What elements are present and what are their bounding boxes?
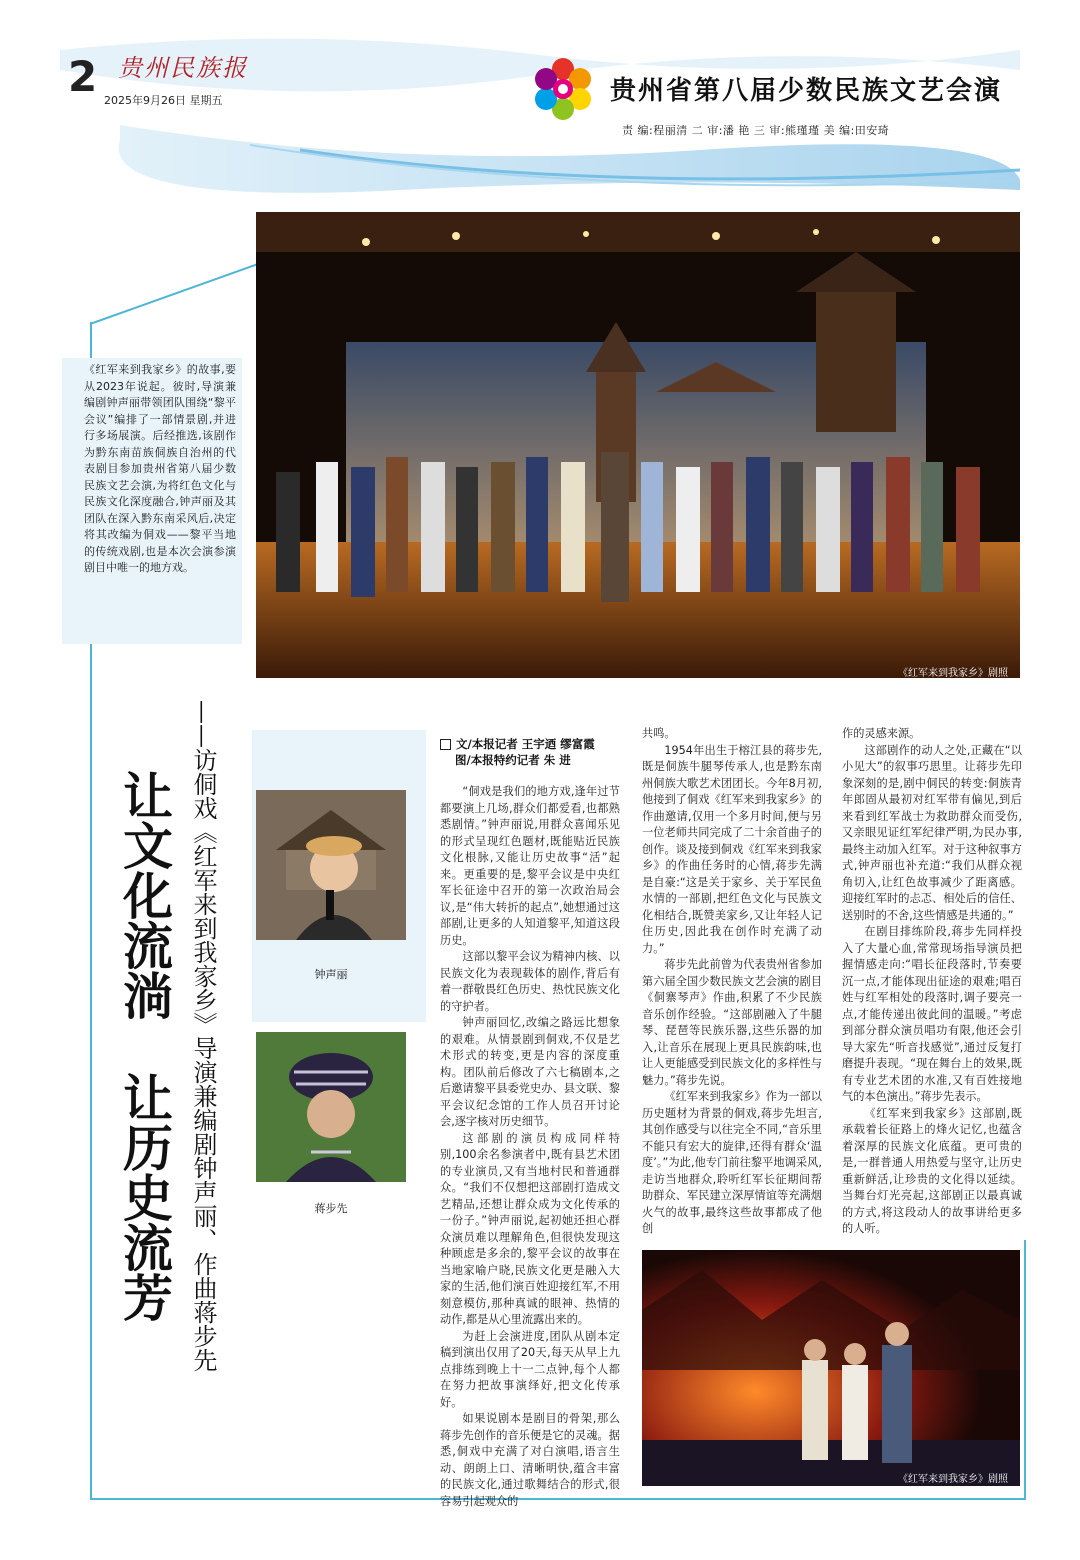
article-paragraph: 这部剧的演员构成同样特别,100余名参演者中,既有县艺术团的专业演员,又有当地村民和普通群众。“我们不仅想把这部剧打造成文艺精品,还想让群众成为文化传承的一份子。”钟声丽说,起初她还担心群众演员难以理解角色,但很快发现这种顾虑是多余的,黎平会议的故事在当地家喻户晓,民族文化更是融入大家的生活,他们演百姓迎接红军,不用刻意模仿,那种真诚的眼神、热情的动作,都是从心里流露出来的。 bbox=[440, 1131, 620, 1326]
portrait-name-2: 蒋步先 bbox=[314, 1202, 348, 1215]
issue-date: 2025年9月26日 星期五 bbox=[104, 94, 223, 107]
headline-line-2: 让历史流芳 bbox=[115, 1072, 174, 1322]
byline-text bbox=[440, 736, 630, 752]
stage-scene-illustration-2 bbox=[642, 1250, 1020, 1486]
page-number: 2 bbox=[68, 52, 98, 101]
stage-photo-bottom bbox=[642, 1250, 1020, 1486]
editors-credit: 责 编:程丽清 二 审:潘 艳 三 审:熊瑾瑾 美 编:田安琦 bbox=[622, 124, 890, 137]
intro-text: 《红军来到我家乡》的故事,要从2023年说起。彼时,导演兼编剧钟声丽带领团队围绕“黎平会议”编排了一部情景剧,并进行多场展演。后经推选,该剧作为黔东南苗族侗族自治州的代表剧目参加贵州省第八届少数民族文艺会演,为将红色文化与民族文化深度融合,钟声丽及其团队在深入黔东南采风后,决定将其改编为侗戏——黎平当地的传统戏剧,也是本次会演参演剧目中唯一的地方戏。 bbox=[84, 363, 236, 574]
portrait-jiang-buxian bbox=[256, 1032, 406, 1182]
article-paragraph: 作的灵感来源。 bbox=[842, 727, 921, 740]
article-paragraph: 《红军来到我家乡》这部剧,既承载着长征路上的烽火记忆,也蕴含着深厚的民族文化底蕴。更可贵的是,一群普通人用热爱与坚守,让历史重新鲜活,让珍贵的文化得以延续。当舞台灯光亮起,这部剧正以最真诚的方式,将这段动人的故事讲给更多的人听。 bbox=[842, 1106, 1022, 1235]
byline-line-1: 文/本报记者 王宇迺 缪富霞 bbox=[456, 737, 595, 751]
article-paragraph: 《红军来到我家乡》作为一部以历史题材为背景的侗戏,蒋步先坦言,其创作感受与以往完全不同,“音乐里不能只有宏大的旋律,还得有群众‘温度’。”为此,他专门前往黎平地调采风,走访当地群众,聆听红军长征期间帮助群众、军民建立深厚情谊等充满烟火气的故事,最终这些故事都成了他创 bbox=[642, 1090, 822, 1235]
masthead-logo: 贵州民族报 bbox=[118, 54, 248, 82]
article-paragraph: “侗戏是我们的地方戏,逢年过节都要演上几场,群众们都爱看,也都熟悉剧情。”钟声丽说,用群众喜闻乐见的形式呈现红色题材,既能贴近民族文化根脉,又能让历史故事“活”起来。更重要的是,黎平会议是中央红军长征途中召开的第一次政治局会议,是“伟大转折的起点”,她想通过这部剧,让更多的人知道黎平,知道这段历史。 bbox=[440, 785, 620, 947]
headline-main-2 bbox=[112, 1072, 172, 1322]
article-paragraph: 蒋步先此前曾为代表贵州省参加第六届全国少数民族文艺会演的剧目《侗寨琴声》作曲,积累了不少民族音乐创作经验。“这部剧融入了牛腿琴、琵琶等民族乐器,这些乐器的加入,让音乐在展现上更具民族韵味,也让人更能感受到民族文化的多样性与魅力。”蒋步先说。 bbox=[642, 958, 822, 1087]
frame-diagonal bbox=[90, 262, 260, 326]
section-title: 贵州省第八届少数民族文艺会演 bbox=[610, 76, 1003, 106]
byline bbox=[440, 736, 630, 768]
article-column-1 bbox=[440, 784, 620, 1508]
festival-flower-logo-icon bbox=[530, 56, 596, 122]
byline-line-2: 图/本报特约记者 朱 进 bbox=[455, 753, 571, 767]
article-column-2 bbox=[642, 726, 822, 1236]
stage-scene-illustration bbox=[256, 212, 1020, 678]
article-paragraph: 1954年出生于榕江县的蒋步先,既是侗族牛腿琴传承人,也是黔东南州侗族大歌艺术团团长。今年8月初,他接到了侗戏《红军来到我家乡》的作曲邀请,仅用一个多月时间,便与另一位老师共同完成了二十余首曲子的创作。谈及接到侗戏《红军来到我家乡》的作曲任务时的心情,蒋步先满是自豪:“这是关于家乡、关于军民鱼水情的一部剧,把红色文化与民族文化相结合,既赞美家乡,又让年轻人记住历史,因此我在创作时充满了动力。” bbox=[642, 743, 822, 955]
headline-subhead: ——访侗戏《红军来到我家乡》导演兼编剧钟声丽、作曲蒋步先 bbox=[189, 700, 217, 1372]
article-column-3 bbox=[842, 726, 1022, 1236]
article-paragraph: 共鸣。 bbox=[642, 727, 676, 740]
stage-photo-top bbox=[256, 212, 1020, 678]
byline-box-icon bbox=[440, 739, 451, 750]
portrait-zhong-shengli bbox=[256, 790, 406, 940]
bottom-photo-caption: 《红军来到我家乡》剧照 bbox=[898, 1474, 1008, 1485]
article-paragraph: 为赶上会演进度,团队从剧本定稿到演出仅用了20天,每天从早上九点排练到晚上十一二点钟,每个人都在努力把故事演绎好,把文化传承好。 bbox=[440, 1329, 620, 1409]
article-paragraph: 在剧目排练阶段,蒋步先同样投入了大量心血,常常现场指导演员把握情感走向:“唱长征段落时,节奏要沉一点,才能体现出征途的艰难;唱百姓与红军相处的段落时,调子要亮一点,才能传递出彼此间的温暖。”考虑到部分群众演员唱功有限,他还会引导大家先“听音找感觉”,通过反复打磨提升表现。“现在舞台上的效果,既有专业艺术团的水准,又有百姓接地气的本色演出。”蒋步先表示。 bbox=[842, 925, 1022, 1103]
headline-line-1: 让文化流淌 bbox=[115, 770, 174, 1020]
headline-main-1 bbox=[112, 770, 172, 1020]
article-paragraph: 钟声丽回忆,改编之路远比想象的艰难。从情景剧到侗戏,不仅是艺术形式的转变,更是内容的深度重构。团队前后修改了六七稿剧本,之后邀请黎平县委党史办、县文联、黎平会议纪念馆的工作人员召开讨论会,逐字核对历史细节。 bbox=[440, 1016, 620, 1128]
top-photo-caption: 《红军来到我家乡》剧照 bbox=[898, 668, 1008, 679]
article-paragraph: 这部以黎平会议为精神内核、以民族文化为表现载体的剧作,背后有着一群敬畏红色历史、热忱民族文化的守护者。 bbox=[440, 950, 620, 1013]
article-paragraph: 如果说剧本是剧目的骨架,那么蒋步先创作的音乐便是它的灵魂。据悉,侗戏中充满了对白演唱,语言生动、朗朗上口、清晰明快,蕴含丰富的民族文化,通过歌舞结合的形式,很容易引起观众的 bbox=[440, 1412, 620, 1508]
frame-line-right bbox=[1024, 1240, 1026, 1500]
portrait-name-1: 钟声丽 bbox=[314, 968, 348, 981]
article-paragraph: 这部剧作的动人之处,正藏在“以小见大”的叙事巧思里。让蒋步先印象深刻的是,剧中侗民的转变:侗族青年郎固从最初对红军带有偏见,到后来看到红军战士为救助群众而受伤,又亲眼见证红军纪律严明,为民办事,最终主动加入红军。对于这种叙事方式,钟声丽也补充道:“我们从群众视角切入,让红色故事减少了距离感。迎接红军时的忐忑、相处后的信任、送别时的不舍,这些情感是共通的。” bbox=[842, 743, 1022, 922]
